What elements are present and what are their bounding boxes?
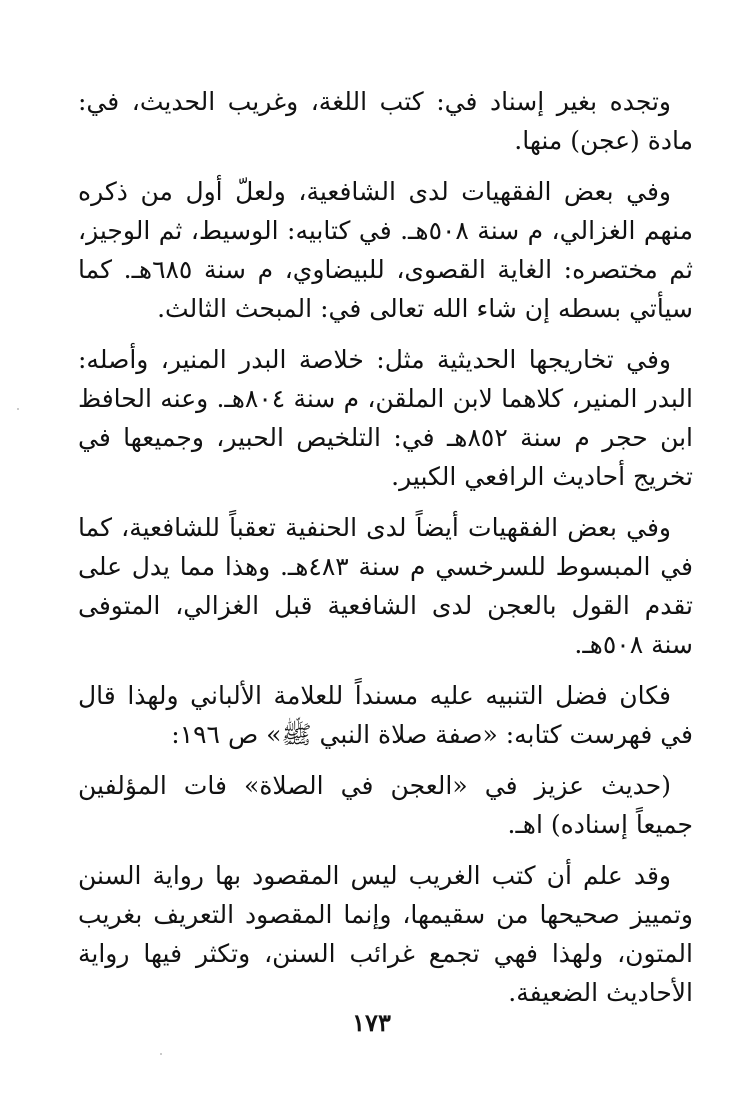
paragraph-5: فكان فضل التنبيه عليه مسنداً للعلامة الألباني ولهذا قال في فهرست كتابه: «صفة صلاة النبي ﷺ» ص ١٩٦: xyxy=(78,681,693,749)
paragraph-2: وفي بعض الفقهيات لدى الشافعية، ولعلّ أول من ذكره منهم الغزالي، م سنة ٥٠٨هـ. في كتابيه: الوسيط، ثم الوجيز، ثم مختصره: الغاية القصوى، للبيضاوي، م سنة ٦٨٥هـ. كما سيأتي بسطه إن شاء الله تعالى في: المبحث الثالث. xyxy=(78,177,693,323)
paragraph-1: وتجده بغير إسناد في: كتب اللغة، وغريب الحديث، في: مادة (عجن) منها. xyxy=(78,87,693,155)
paragraph-6-quote: (حديث عزيز في «العجن في الصلاة» فات المؤلفين جميعاً إسناده) اهـ. xyxy=(78,771,693,839)
paragraph-3: وفي تخاريجها الحديثية مثل: خلاصة البدر المنير، وأصله: البدر المنير، كلاهما لابن الملقن، م سنة ٨٠٤هـ. وعنه الحافظ ابن حجر م سنة ٨٥٢هـ في: التلخيص الحبير، وجميعها في تخريج أحاديث الرافعي الكبير. xyxy=(78,345,693,491)
scan-speck xyxy=(17,408,19,410)
page-number: ١٧٣ xyxy=(352,1008,391,1037)
paragraph-4: وفي بعض الفقهيات أيضاً لدى الحنفية تعقباً للشافعية، كما في المبسوط للسرخسي م سنة ٤٨٣هـ. وهذا مما يدل على تقدم القول بالعجن لدى الشافعية قبل الغزالي، المتوفى سنة ٥٠٨هـ. xyxy=(78,513,693,659)
scan-speck xyxy=(160,1053,162,1055)
paragraph-7: وقد علم أن كتب الغريب ليس المقصود بها رواية السنن وتمييز صحيحها من سقيمها، وإنما المقصود التعريف بغريب المتون، ولهذا فهي تجمع غرائب السنن، وتكثر فيها رواية الأحاديث الضعيفة. xyxy=(78,861,693,1007)
body-text xyxy=(78,82,693,1024)
